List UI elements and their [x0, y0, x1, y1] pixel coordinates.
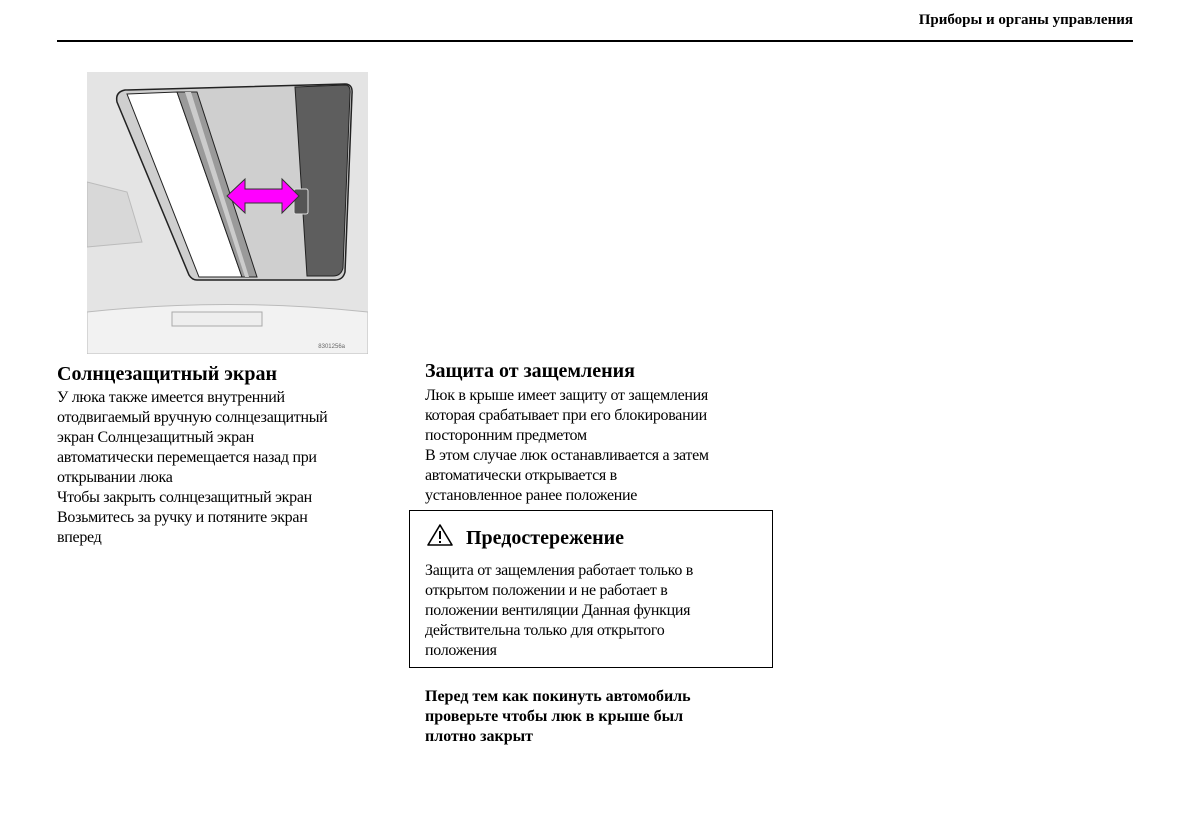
warning-box: [409, 510, 773, 668]
pinch-protection-heading: Защита от защемления: [425, 360, 635, 382]
sunshade-text: У люка также имеется внутренний отодвигаемый вручную солнцезащитный экран Солнцезащитный экран автоматически перемещается назад при открывании люка Чтобы закрыть солнцезащитный экран Возьмитесь за ручку и потяните экран вперед: [57, 389, 328, 546]
sunshade-heading: Солнцезащитный экран: [57, 363, 278, 385]
warning-title: Предостережение: [466, 526, 625, 549]
warning-text: Защита от защемления работает только в открытом положении и не работает в положении вентиляции Данная функция действительна только для открытого положения: [425, 562, 693, 659]
warning-triangle-icon: [426, 523, 454, 553]
page-header: Приборы и органы управления: [918, 12, 1133, 28]
header-rule: [57, 40, 1133, 42]
figure-code: 8301256a: [318, 344, 345, 350]
pinch-protection-text: Люк в крыше имеет защиту от защемления которая срабатывает при его блокировании посторонним предметом В этом случае люк останавливается а затем автоматически открывается в установленное ранее положение: [425, 387, 709, 504]
sunroof-illustration: [87, 72, 368, 354]
closing-note: Перед тем как покинуть автомобиль проверьте чтобы люк в крыше был плотно закрыт: [425, 688, 691, 745]
